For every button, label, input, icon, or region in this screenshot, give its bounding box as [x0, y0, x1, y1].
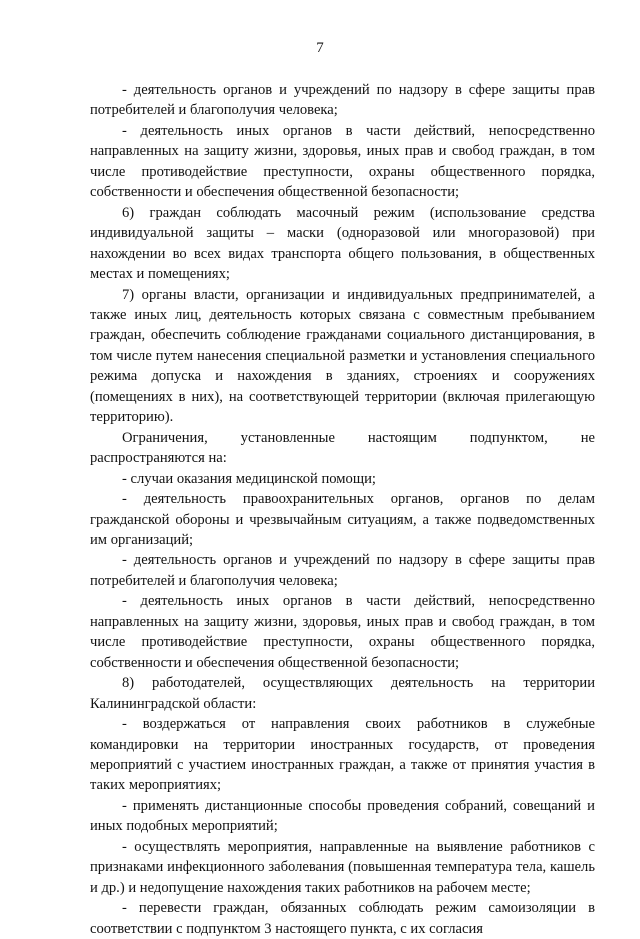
paragraph: 8) работодателей, осуществляющих деятельность на территории Калининградской области:	[90, 675, 595, 712]
body-text	[90, 80, 595, 939]
paragraph: - деятельность органов и учреждений по надзору в сфере защиты прав потребителей и благополучия человека;	[90, 82, 595, 119]
paragraph: - случаи оказания медицинской помощи;	[122, 470, 376, 487]
page-number: 7	[316, 40, 324, 56]
paragraph: - деятельность иных органов в части действий, непосредственно направленных на защиту жизни, здоровья, иных прав и свобод граждан, в том числе противодействие преступности, охраны общественного порядка, собственности и обеспечения общественной безопасности;	[90, 122, 595, 201]
paragraph: - деятельность правоохранительных органов, органов по делам гражданской обороны и чрезвычайным ситуациям, а также подведомственных им организаций;	[90, 491, 595, 548]
paragraph: - перевести граждан, обязанных соблюдать режим самоизоляции в соответствии с подпунктом 3 настоящего пункта, с их согласия	[90, 900, 595, 937]
paragraph: - деятельность иных органов в части действий, непосредственно направленных на защиту жизни, здоровья, иных прав и свобод граждан, в том числе противодействие преступности, охраны общественного порядка, собственности и обеспечения общественной безопасности;	[90, 593, 595, 671]
paragraph: - применять дистанционные способы проведения собраний, совещаний и иных подобных мероприятий;	[90, 797, 595, 835]
paragraph: - деятельность органов и учреждений по надзору в сфере защиты прав потребителей и благополучия человека;	[90, 552, 595, 589]
paragraph: - осуществлять мероприятия, направленные на выявление работников с признаками инфекционного заболевания (повышенная температура тела, кашель и др.) и недопущение нахождения таких работников на рабочем месте;	[90, 838, 595, 896]
paragraph: Ограничения, установленные настоящим подпунктом, не распространяются на:	[90, 429, 595, 467]
paragraph: 7) органы власти, организации и индивидуальных предпринимателей, а также иных лиц, деятельность которых связана с совместным пребыванием граждан, обеспечить соблюдение гражданами социального дистанцирования, в том числе путем нанесения специальной разметки и установления специального режима допуска и нахождения в зданиях, строениях и сооружениях (помещениях в них), на соответствующей территории (включая прилегающую территорию).	[90, 286, 595, 426]
paragraph: - воздержаться от направления своих работников в служебные командировки на территории иностранных государств, от проведения мероприятий с участием иностранных граждан, а также от принятия участия в таких мероприятиях;	[90, 716, 595, 794]
paragraph: 6) граждан соблюдать масочный режим (использование средства индивидуальной защиты – маски (одноразовой или многоразовой) при нахождении во всех видах транспорта общего пользования, в общественных местах и помещениях;	[90, 204, 595, 283]
